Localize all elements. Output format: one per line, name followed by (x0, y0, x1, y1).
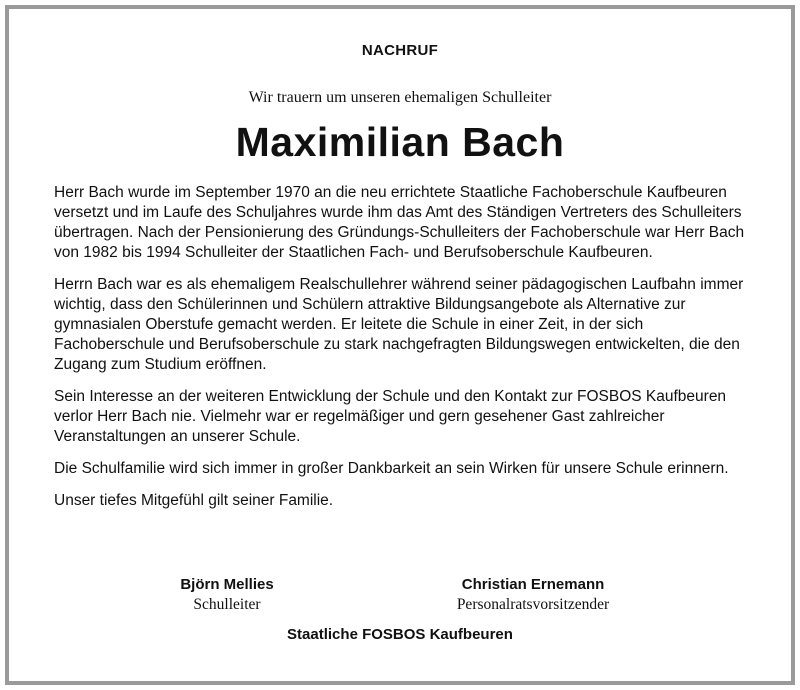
paragraph-condolence: Unser tiefes Mitgefühl gilt seiner Familie. (54, 492, 334, 509)
institution-name: Staatliche FOSBOS Kaufbeuren (287, 626, 513, 643)
signature-principal (127, 575, 327, 615)
notice-body (54, 183, 754, 523)
paragraph-career: Herr Bach wurde im September 1970 an die neu errichtete Staatliche Fachoberschule Kaufbeuren versetzt und im Laufe des Schuljahres wurde ihm das Amt des Ständigen Vertreters des Schulleiters übertragen. Nach der Pensionierung des Gründungs-Schulleiters der Fachoberschule war Herr Bach von 1982 bis 1994 Schulleiter der Staatlichen Fach- und Berufsoberschule Kaufbeuren. (54, 184, 745, 261)
paragraph-mission: Herrn Bach war es als ehemaligem Realschullehrer während seiner pädagogischen Laufbahn immer wichtig, dass den Schülerinnen und Schülern attraktive Bildungsangebote als Alternative zur gymnasialen Oberstufe gemacht werden. Er leitete die Schule in einer Zeit, in der sich Fachoberschule und Berufsoberschule zu stark nachgefragten Bildungswegen entwickelten, die den Zugang zum Studium eröffnen. (54, 276, 744, 373)
notice-header: NACHRUF (361, 42, 439, 59)
deceased-name: Maximilian Bach (235, 119, 565, 165)
signature-role: Personalratsvorsitzender (456, 596, 610, 613)
signature-name: Björn Mellies (180, 576, 274, 593)
paragraph-interest: Sein Interesse an der weiteren Entwicklung der Schule und den Kontakt zur FOSBOS Kaufbeuren verlor Herr Bach nie. Vielmehr war er regelmäßiger und gern gesehener Gast zahlreicher Veranstaltungen an unserer Schule. (54, 388, 727, 445)
signature-role: Schulleiter (193, 596, 261, 613)
signature-name: Christian Ernemann (461, 576, 605, 593)
paragraph-gratitude: Die Schulfamilie wird sich immer in großer Dankbarkeit an sein Wirken für unsere Schule erinnern. (54, 460, 729, 477)
notice-subheader: Wir trauern um unseren ehemaligen Schulleiter (248, 89, 552, 106)
signature-staff-council (418, 575, 648, 615)
